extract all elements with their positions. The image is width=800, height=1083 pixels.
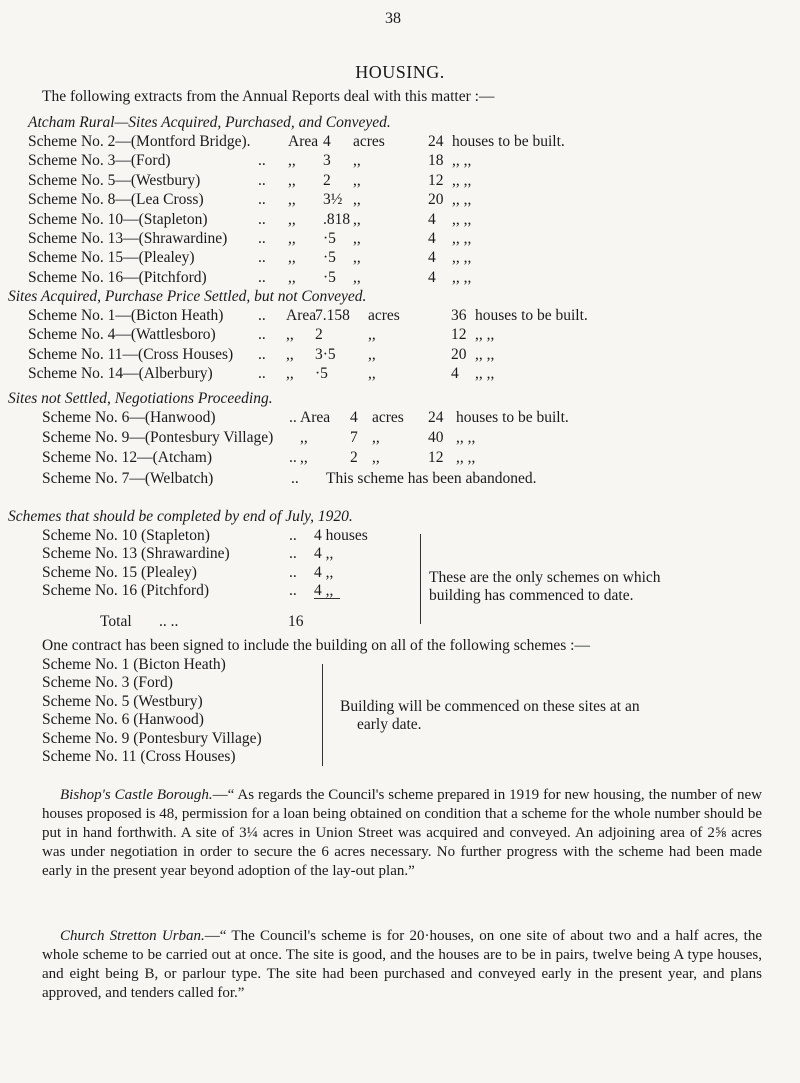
scheme-name: Scheme No. 4—(Wattlesboro) <box>28 326 216 344</box>
area-value: ·5 <box>323 230 336 247</box>
area-label: ,, <box>286 345 294 363</box>
abandoned-row <box>42 470 762 490</box>
area-unit: ,, <box>353 152 361 170</box>
houses-count: 4 <box>451 365 459 383</box>
completion-note <box>429 569 661 605</box>
area-unit: acres <box>372 409 404 426</box>
area-value: 4 <box>350 409 358 426</box>
area-value: ·5 <box>323 249 336 267</box>
area-unit: ,, <box>372 429 380 446</box>
section-title-atcham: Atcham Rural—Sites Acquired, Purchased, and Conveyed. <box>28 114 391 131</box>
church-stretton-title: Church Stretton Urban. <box>60 928 205 944</box>
table-row <box>42 527 402 547</box>
leader: .. <box>258 345 266 363</box>
section-title-completion: Schemes that should be completed by end of July, 1920. <box>8 508 353 525</box>
houses-note: ,, ,, <box>452 230 472 247</box>
area-value: 7.158 <box>315 307 350 324</box>
area-value: .818 <box>323 210 351 228</box>
area-value: 2 <box>350 449 358 466</box>
leader: .. <box>258 210 266 228</box>
area-value: 7 <box>350 429 358 446</box>
leader: .. <box>289 545 297 563</box>
scheme-name: Scheme No. 13 (Shrawardine) <box>42 545 230 563</box>
area-value: 2 <box>323 171 331 189</box>
area-label: ,, <box>286 326 294 344</box>
houses-note: ,, ,, <box>452 210 472 228</box>
leader: .. <box>258 365 266 383</box>
scheme-name: Scheme No. 16 (Pitchford) <box>42 581 210 599</box>
table-row <box>28 269 760 289</box>
area-value: ·5 <box>323 268 336 286</box>
leader: .. <box>258 326 266 344</box>
houses-note: houses to be built. <box>452 133 565 150</box>
list-item: Scheme No. 9 (Pontesbury Village) <box>42 729 262 747</box>
leader: .. <box>289 581 297 599</box>
area-label: ,, <box>288 268 296 286</box>
houses-count: 4 ,, <box>314 545 334 563</box>
scheme-name: Scheme No. 10—(Stapleton) <box>28 210 208 228</box>
area-value: 3·5 <box>315 345 336 363</box>
scheme-name: Scheme No. 14—(Alberbury) <box>28 365 213 383</box>
houses-count: 24 <box>428 133 444 150</box>
bishops-castle-paragraph <box>42 786 762 881</box>
area-label: ,, <box>288 210 296 228</box>
houses-note: houses to be built. <box>475 307 588 324</box>
houses-count: 12 <box>451 326 467 344</box>
scheme-name: Scheme No. 12—(Atcham) <box>42 449 213 466</box>
area-label: Area <box>288 133 319 150</box>
houses-count: 12 <box>428 171 444 189</box>
scheme-name: Scheme No. 15 (Plealey) <box>42 563 197 581</box>
area-label: ,, <box>288 249 296 267</box>
scheme-name: Scheme No. 2—(Montford Bridge). <box>28 133 251 150</box>
list-item: Scheme No. 3 (Ford) <box>42 674 173 692</box>
completion-bracket <box>420 534 421 624</box>
area-value: 2 <box>315 326 323 344</box>
bishops-castle-text: —“ As regards the Council's scheme prepared in 1919 for new housing, the number of new houses proposed is 48, permission for a loan being obtained on condition that a scheme for the whole number should be put in hand forthwith. A site of 3¼ acres in Union Street was acquired and conveyed. An adjoining area of 2⅝ acres was under negotiation in order to secure the 6 acres necessary. No further progress with the scheme had been made early in the present year beyond adoption of the lay-out plan.” <box>42 787 763 879</box>
houses-note: ,, ,, <box>456 429 476 446</box>
area-unit: acres <box>353 133 385 150</box>
leader: .. <box>258 307 266 324</box>
houses-note: ,, ,, <box>456 449 476 466</box>
houses-count: 24 <box>428 409 444 426</box>
leader: .. <box>289 563 297 581</box>
houses-count: 4 <box>428 268 436 286</box>
leader: .. <box>258 249 266 267</box>
area-value: 4 <box>323 133 331 150</box>
area-unit: acres <box>368 307 400 324</box>
scheme-name: Scheme No. 6—(Hanwood) <box>42 409 216 426</box>
area-unit: ,, <box>368 326 376 344</box>
houses-count: 40 <box>428 429 444 446</box>
area-unit: ,, <box>368 345 376 363</box>
area-label: ,, <box>288 152 296 170</box>
scheme-name: Scheme No. 1—(Bicton Heath) <box>28 307 224 324</box>
contract-note-line1: Building will be commenced on these sites at an <box>340 698 640 715</box>
leader: .. <box>289 409 297 426</box>
scheme-name: Scheme No. 7—(Welbatch) <box>42 470 214 487</box>
list-item: Scheme No. 5 (Westbury) <box>42 692 203 710</box>
completion-note-line1: These are the only schemes on which <box>429 569 661 586</box>
table-row <box>42 449 760 469</box>
table-row <box>28 365 760 385</box>
table-row <box>28 172 760 192</box>
houses-count: 4 houses <box>314 527 368 544</box>
area-label: ,, <box>288 171 296 189</box>
scheme-name: Scheme No. 15—(Plealey) <box>28 249 195 267</box>
table-row <box>42 429 760 449</box>
area-unit: ,, <box>372 449 380 466</box>
leader: .. <box>258 191 266 209</box>
houses-count: 4 ,, <box>314 581 334 599</box>
scheme-name: Scheme No. 8—(Lea Cross) <box>28 191 204 209</box>
houses-count: 36 <box>451 307 467 324</box>
area-label: ,, <box>288 230 296 247</box>
houses-count: 20 <box>428 191 444 209</box>
list-item: Scheme No. 1 (Bicton Heath) <box>42 656 226 673</box>
leader: .. <box>289 527 297 544</box>
table-row <box>28 133 760 153</box>
scheme-name: Scheme No. 16—(Pitchford) <box>28 268 207 286</box>
area-label: ,, <box>288 191 296 209</box>
area-unit: ,, <box>368 365 376 383</box>
contract-note-line2: early date. <box>357 716 422 733</box>
total-rule <box>314 598 340 599</box>
area-label: Area <box>286 307 317 324</box>
table-row <box>42 564 402 584</box>
houses-note: ,, ,, <box>452 249 472 267</box>
section-title-not-settled: Sites not Settled, Negotiations Proceeding. <box>8 390 273 407</box>
area-unit: ,, <box>353 171 361 189</box>
table-row <box>28 346 760 366</box>
table-row <box>28 307 760 327</box>
scheme-name: Scheme No. 5—(Westbury) <box>28 171 201 189</box>
total-label: Total <box>100 613 132 630</box>
houses-note: ,, ,, <box>452 268 472 286</box>
area-value: 3½ <box>323 191 343 209</box>
area-label: Area <box>300 409 331 426</box>
houses-note: ,, ,, <box>475 345 495 363</box>
leader: .. <box>258 171 266 189</box>
scheme-name: Scheme No. 9—(Pontesbury Village) <box>42 429 274 446</box>
list-item: Scheme No. 6 (Hanwood) <box>42 711 204 729</box>
table-row <box>42 582 402 602</box>
table-row <box>28 326 760 346</box>
section-title-not-conveyed: Sites Acquired, Purchase Price Settled, but not Conveyed. <box>8 288 367 305</box>
contract-note <box>340 698 640 734</box>
scheme-name: Scheme No. 13—(Shrawardine) <box>28 230 228 247</box>
area-unit: ,, <box>353 210 361 228</box>
church-stretton-paragraph <box>42 927 762 1003</box>
houses-count: 4 <box>428 230 436 247</box>
church-stretton-text: —“ The Council's scheme is for 20·houses, on one site of about two and a half acres, the whole scheme to be carried out at once. The site is good, and the houses are to be in pairs, twelve being A type houses, and eight being B, or parlour type. The site had been purchased and conveyed early in the present year, and plans approved, and tenders called for.” <box>42 928 762 1001</box>
houses-count: 4 <box>428 210 436 228</box>
area-label: ,, <box>300 449 308 466</box>
houses-note: houses to be built. <box>456 409 569 426</box>
houses-count: 18 <box>428 152 444 170</box>
intro-text: The following extracts from the Annual Reports deal with this matter :— <box>42 88 495 105</box>
completion-note-line2: building has commenced to date. <box>429 587 634 604</box>
area-label: ,, <box>286 365 294 383</box>
page-number: 38 <box>385 10 401 27</box>
table-row <box>28 191 760 211</box>
houses-note: ,, ,, <box>452 152 472 170</box>
houses-note: ,, ,, <box>475 365 495 383</box>
houses-note: ,, ,, <box>452 171 472 189</box>
houses-note: ,, ,, <box>475 326 495 344</box>
table-row <box>28 249 760 269</box>
abandoned-note: This scheme has been abandoned. <box>326 470 537 487</box>
houses-note: ,, ,, <box>452 191 472 209</box>
area-label: ,, <box>300 429 308 446</box>
table-row <box>28 152 760 172</box>
table-row <box>28 211 760 231</box>
contract-intro: One contract has been signed to include the building on all of the following schemes :— <box>42 637 590 654</box>
leader: .. <box>291 470 299 487</box>
scheme-name: Scheme No. 11—(Cross Houses) <box>28 345 234 363</box>
table-row <box>42 545 402 565</box>
table-row <box>28 230 760 250</box>
area-unit: ,, <box>353 268 361 286</box>
leader: .. .. <box>159 613 179 630</box>
houses-count: 20 <box>451 345 467 363</box>
leader: .. <box>258 268 266 286</box>
area-unit: ,, <box>353 230 361 247</box>
scheme-name: Scheme No. 3—(Ford) <box>28 152 171 170</box>
area-value: ·5 <box>315 365 328 383</box>
area-unit: ,, <box>353 249 361 267</box>
list-item: Scheme No. 11 (Cross Houses) <box>42 748 236 765</box>
area-unit: ,, <box>353 191 361 209</box>
bishops-castle-title: Bishop's Castle Borough. <box>60 787 213 803</box>
area-value: 3 <box>323 152 331 170</box>
contract-bracket <box>322 664 323 766</box>
houses-count: 4 <box>428 249 436 267</box>
houses-count: 4 ,, <box>314 563 334 581</box>
leader: .. <box>258 152 266 170</box>
leader: .. <box>289 449 297 466</box>
page-title: HOUSING. <box>355 62 445 82</box>
leader: .. <box>258 230 266 247</box>
table-row <box>42 409 760 429</box>
houses-count: 12 <box>428 449 444 466</box>
total-value: 16 <box>288 613 304 630</box>
scheme-name: Scheme No. 10 (Stapleton) <box>42 527 210 544</box>
